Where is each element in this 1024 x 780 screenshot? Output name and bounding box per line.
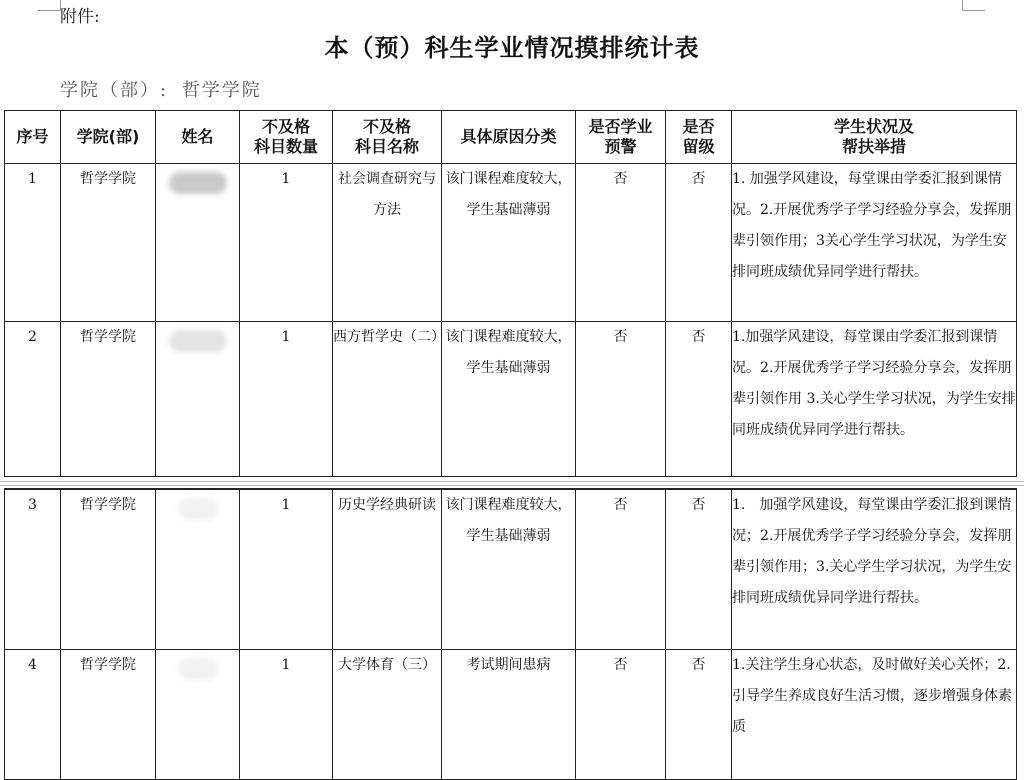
- row-support: 1. 加强学风建设，每堂课由学委汇报到课情况。2.开展优秀学子学习经验分享会，发挥朋辈引领作用；3关心学生学习状况，为学生安排同班成绩优异同学进行帮扶。: [732, 164, 1017, 322]
- row-fail-count: 1: [240, 649, 333, 779]
- row-name: [156, 489, 240, 649]
- row-name: [156, 322, 240, 477]
- row-index: 4: [5, 649, 61, 779]
- redacted-name: [169, 172, 227, 194]
- redacted-name: [178, 658, 218, 680]
- college-label: 学院（部）:: [60, 80, 169, 101]
- header-college: 学院(部): [61, 111, 156, 164]
- row-repeat: 否: [666, 489, 732, 649]
- header-warning: 是否学业 预警: [576, 111, 666, 164]
- page-title: 本（预）科生学业情况摸排统计表: [324, 34, 700, 62]
- row-fail-count: 1: [240, 489, 333, 649]
- row-name: [156, 164, 240, 322]
- header-fail-count: 不及格 科目数量: [240, 111, 333, 164]
- row-fail-count: 1: [240, 164, 333, 322]
- college-line: [60, 76, 262, 102]
- row-warning: 否: [576, 164, 666, 322]
- statistics-table: [4, 110, 1017, 477]
- row-reason: 该门课程难度较大，学生基础薄弱: [442, 489, 576, 649]
- page-break-line: [0, 481, 1024, 482]
- row-warning: 否: [576, 489, 666, 649]
- redacted-name: [169, 330, 227, 352]
- row-college: 哲学学院: [61, 164, 156, 322]
- row-support: 1.加强学风建设，每堂课由学委汇报到课情况。2.开展优秀学子学习经验分享会，发挥朋辈引领作用 3.关心学生学习状况，为学生安排同班成绩优异同学进行帮扶。: [732, 322, 1017, 477]
- table-row: [5, 322, 1017, 477]
- row-college: 哲学学院: [61, 322, 156, 477]
- row-college: 哲学学院: [61, 489, 156, 649]
- college-value: 哲学学院: [181, 80, 262, 101]
- row-warning: 否: [576, 649, 666, 779]
- header-name: 姓名: [156, 111, 240, 164]
- row-repeat: 否: [666, 322, 732, 477]
- page-corner-mark-left: [38, 0, 61, 11]
- row-college: 哲学学院: [61, 649, 156, 779]
- row-fail-count: 1: [240, 322, 333, 477]
- attachment-label: 附件:: [60, 7, 100, 27]
- header-reason: 具体原因分类: [442, 111, 576, 164]
- table-row: [5, 489, 1017, 649]
- row-subject: 历史学经典研读: [333, 489, 442, 649]
- row-support: 1.关注学生身心状态，及时做好关心关怀；2.引导学生养成良好生活习惯，逐步增强身体素质: [732, 649, 1017, 779]
- row-name: [156, 649, 240, 779]
- header-index: 序号: [5, 111, 61, 164]
- row-support: 1. 加强学风建设，每堂课由学委汇报到课情况；2.开展优秀学子学习经验分享会，发挥朋辈引领作用；3.关心学生学习状况，为学生安排同班成绩优异同学进行帮扶。: [732, 489, 1017, 649]
- table-row: [5, 649, 1017, 779]
- row-reason: 该门课程难度较大，学生基础薄弱: [442, 164, 576, 322]
- header-fail-subjects: 不及格 科目名称: [333, 111, 442, 164]
- row-subject: 大学体育（三）: [333, 649, 442, 779]
- row-subject: 西方哲学史（二）: [333, 322, 442, 477]
- row-warning: 否: [576, 322, 666, 477]
- statistics-table-continued: [4, 488, 1017, 780]
- table-row: [5, 164, 1017, 322]
- header-support: 学生状况及 帮扶举措: [732, 111, 1017, 164]
- row-subject: 社会调查研究与方法: [333, 164, 442, 322]
- row-repeat: 否: [666, 649, 732, 779]
- row-index: 2: [5, 322, 61, 477]
- page-break: [0, 478, 1024, 488]
- redacted-name: [178, 498, 218, 520]
- header-repeat: 是否 留级: [666, 111, 732, 164]
- row-reason: 该门课程难度较大，学生基础薄弱: [442, 322, 576, 477]
- row-index: 1: [5, 164, 61, 322]
- row-repeat: 否: [666, 164, 732, 322]
- row-index: 3: [5, 489, 61, 649]
- page-break-line: [0, 485, 1024, 486]
- row-reason: 考试期间患病: [442, 649, 576, 779]
- table-header-row: [5, 111, 1017, 164]
- page-corner-mark-right: [962, 0, 985, 11]
